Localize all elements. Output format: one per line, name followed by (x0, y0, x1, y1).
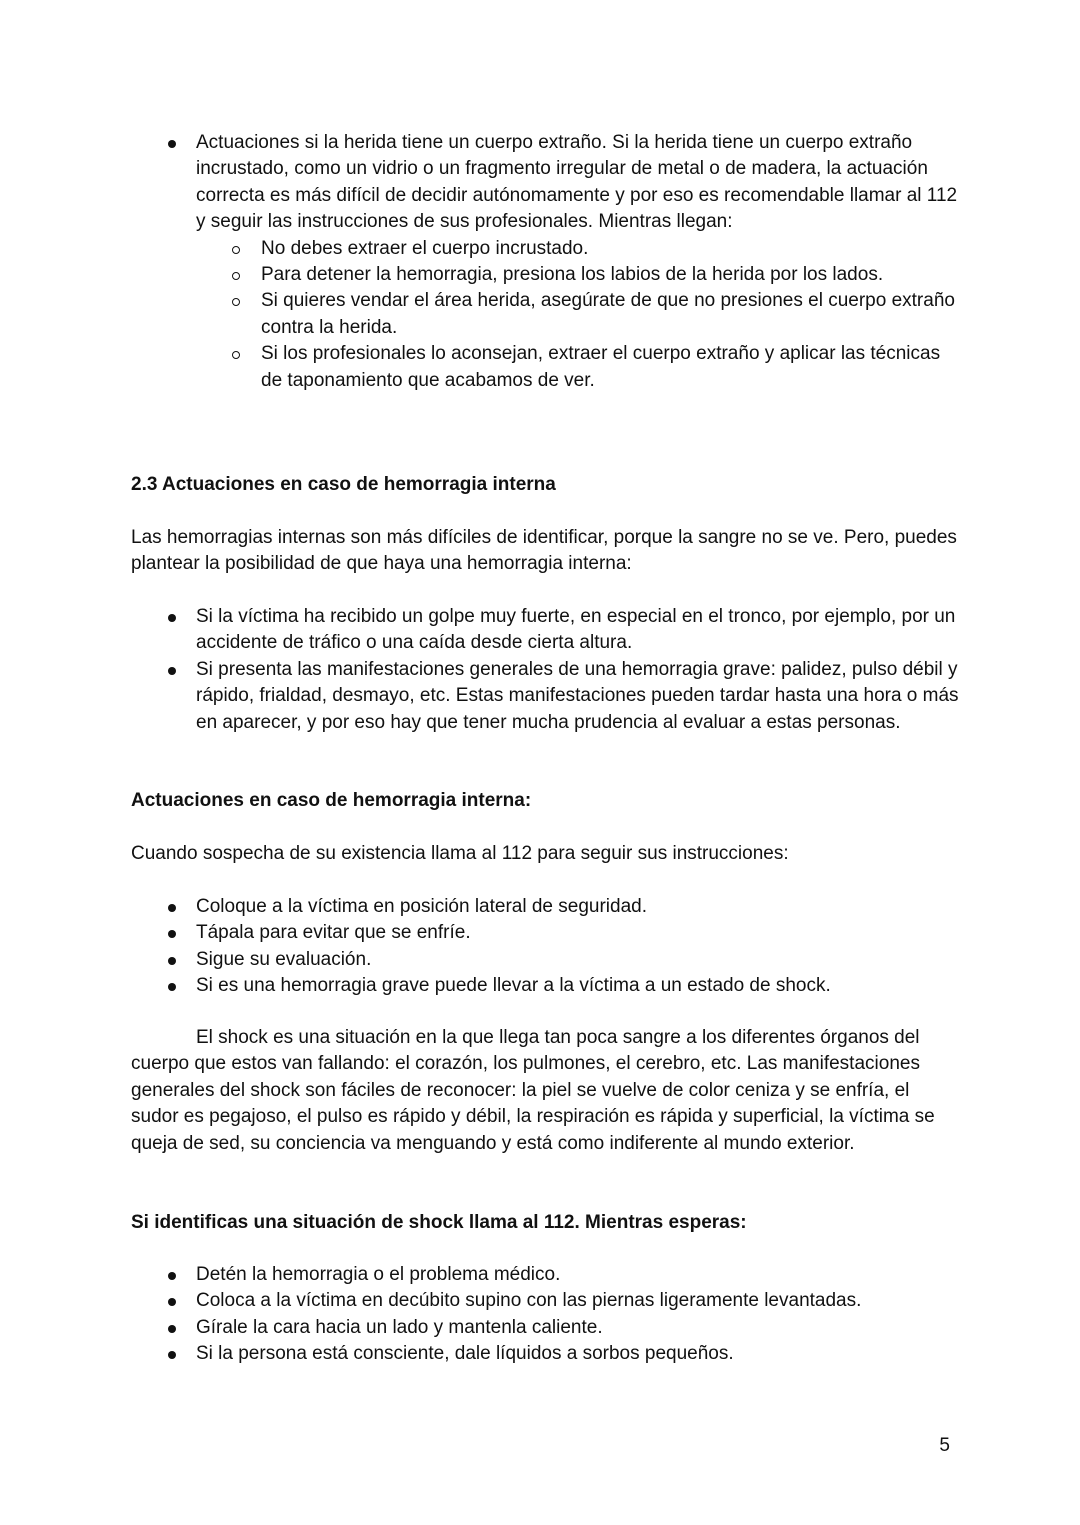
bullet-icon (168, 1351, 176, 1359)
bullet-icon (168, 614, 176, 622)
shock-paragraph: El shock es una situación en la que llega tan poca sangre a los diferentes órganos del cuerpo que estos van fallando: el corazón, los pulmones, el cerebro, etc. Las manifestaciones generales del shock son fáciles de reconocer: la piel se vuelve de color ceniza y se enfría, el sudor es pegajoso, el pulso es rápido y débil, la respiración es rápida y superficial, la víctima se queja de sed, su conciencia va menguando y está como indiferente al mundo exterior. (131, 1027, 935, 1154)
list-item (131, 973, 961, 999)
sub-list-item-text: No debes extraer el cuerpo incrustado. (261, 237, 589, 259)
list-item-text: Sigue su evaluación. (196, 948, 372, 970)
actuaciones-heading: Actuaciones en caso de hemorragia interna: (131, 790, 532, 811)
section-intro: Las hemorragias internas son más difíciles de identificar, porque la sangre no se ve. Pero, puedes plantear la posibilidad de que haya una hemorragia interna: (131, 527, 957, 575)
list-item-text: Coloca a la víctima en decúbito supino con las piernas ligeramente levantadas. (196, 1290, 862, 1312)
shock-list (131, 1262, 961, 1368)
list-item (131, 130, 961, 394)
actuaciones-intro: Cuando sospecha de su existencia llama al 112 para seguir sus instrucciones: (131, 843, 789, 864)
bullet-icon (168, 930, 176, 938)
sub-list-item (196, 288, 961, 341)
internal-bleeding-signs-list (131, 604, 961, 736)
list-item (131, 920, 961, 946)
list-item-text: Gírale la cara hacia un lado y mantenla caliente. (196, 1316, 603, 1338)
list-item-text: Detén la hemorragia o el problema médico. (196, 1264, 561, 1285)
sub-list-item (196, 341, 961, 394)
list-item-text: Tápala para evitar que se enfríe. (196, 922, 471, 944)
sub-list-item (196, 262, 961, 288)
sub-list-item-text: Para detener la hemorragia, presiona los labios de la herida por los lados. (261, 264, 884, 286)
bullet-icon (168, 140, 176, 148)
circle-bullet-icon (232, 272, 240, 280)
bullet-icon (168, 1298, 176, 1306)
bullet-icon (168, 667, 176, 675)
shock-heading: Si identificas una situación de shock llama al 112. Mientras esperas: (131, 1212, 747, 1233)
circle-bullet-icon (232, 246, 240, 254)
list-item (131, 1262, 961, 1288)
bullet-icon (168, 983, 176, 991)
list-item (131, 894, 961, 920)
sub-list-item (196, 236, 961, 262)
circle-bullet-icon (232, 298, 240, 306)
list-item (131, 1288, 961, 1314)
actuaciones-list (131, 894, 961, 1000)
list-item (131, 1341, 961, 1367)
bullet-icon (168, 957, 176, 965)
list-item-text: Si la víctima ha recibido un golpe muy fuerte, en especial en el tronco, por ejemplo, por un accidente de tráfico o una caída desde cierta altura. (196, 606, 956, 654)
bullet-icon (168, 1325, 176, 1333)
foreign-body-list (131, 130, 961, 394)
list-item-text: Actuaciones si la herida tiene un cuerpo extraño. Si la herida tiene un cuerpo extraño incrustado, como un vidrio o un fragmento irregular de metal o de madera, la actuación correcta es más difícil de decidir autónomamente y por eso es recomendable llamar al 112 y seguir las instrucciones de sus profesionales. Mientras llegan: (196, 132, 958, 233)
list-item (131, 1315, 961, 1341)
bullet-icon (168, 904, 176, 912)
sub-list-item-text: Si los profesionales lo aconsejan, extraer el cuerpo extraño y aplicar las técnicas de taponamiento que acabamos de ver. (261, 343, 941, 391)
list-item-text: Si la persona está consciente, dale líquidos a sorbos pequeños. (196, 1343, 734, 1365)
sub-list (131, 236, 961, 394)
circle-bullet-icon (232, 351, 240, 359)
page-number: 5 (939, 1435, 950, 1456)
list-item-text: Coloque a la víctima en posición lateral de seguridad. (196, 896, 647, 917)
sub-list-item-text: Si quieres vendar el área herida, asegúrate de que no presiones el cuerpo extraño contra la herida. (261, 290, 955, 338)
list-item-text: Si presenta las manifestaciones generales de una hemorragia grave: palidez, pulso débil y rápido, frialdad, desmayo, etc. Estas manifestaciones pueden tardar hasta una hora o más en aparecer, y por eso hay que tener mucha prudencia al evaluar a estas personas. (196, 658, 959, 733)
list-item (131, 604, 961, 657)
list-item (131, 947, 961, 973)
list-item-text: Si es una hemorragia grave puede llevar a la víctima a un estado de shock. (196, 975, 831, 997)
list-item (131, 657, 961, 736)
bullet-icon (168, 1272, 176, 1280)
section-heading: 2.3 Actuaciones en caso de hemorragia interna (131, 474, 556, 495)
